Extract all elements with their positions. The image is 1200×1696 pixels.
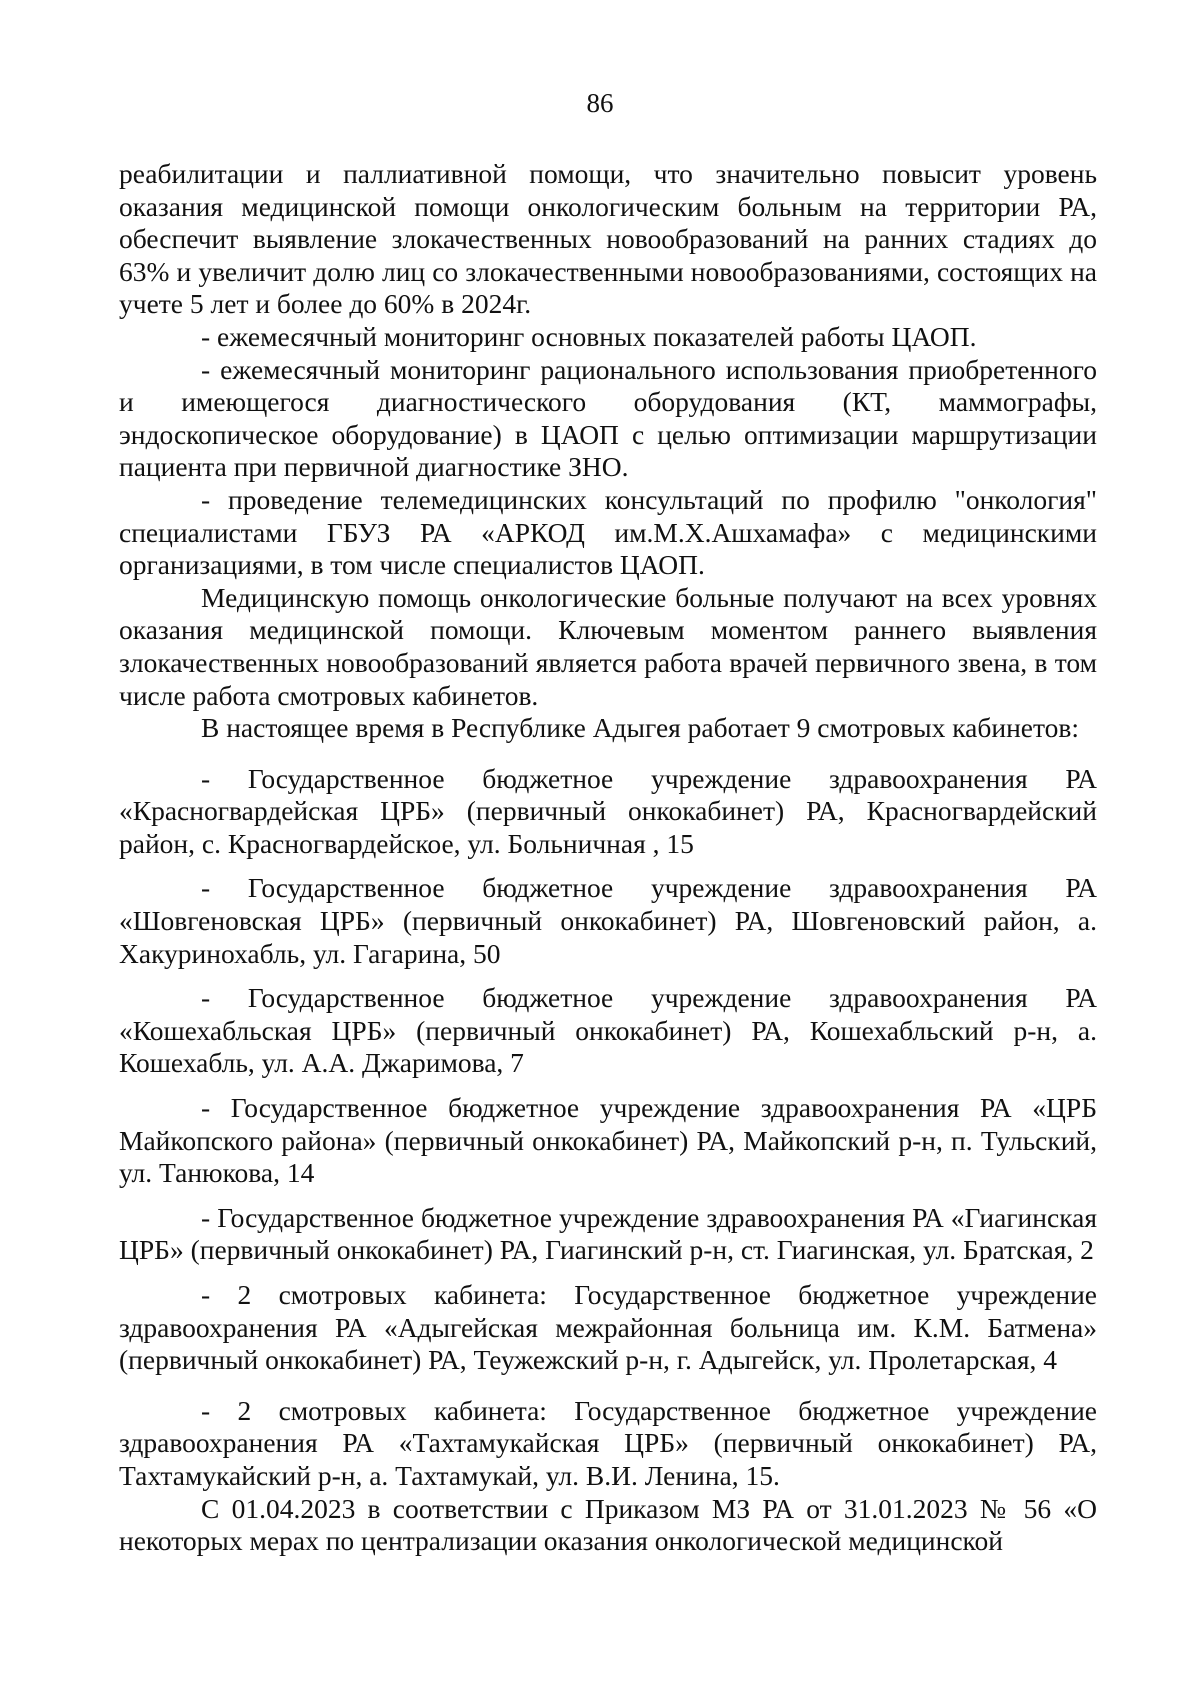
list-item-adygeysk: - 2 смотровых кабинета: Государственное бюджетное учреждение здравоохранения РА «Адыгейская межрайонная больница им. К.М. Батмена» (первичный онкокабинет) РА, Теужежский р-н, г. Адыгейск, ул. Пролетарская, 4 — [119, 1279, 1097, 1376]
paragraph-monitoring-indicators: - ежемесячный мониторинг основных показателей работы ЦАОП. — [201, 320, 977, 352]
list-item-shovgenovskaya: - Государственное бюджетное учреждение здравоохранения РА «Шовгеновская ЦРБ» (первичный онкокабинет) РА, Шовгеновский район, а. Хакуринохабль, ул. Гагарина, 50 — [119, 872, 1097, 969]
document-body — [119, 158, 1097, 1558]
paragraph-rehabilitation: реабилитации и паллиативной помощи, что значительно повысит уровень оказания медицинской помощи онкологическим больным на территории РА, обеспечит выявление злокачественных новообразований на ранних стадиях до 63% и увеличит долю лиц со злокачественными новообразованиями, состоящих на учете 5 лет и более до 60% в 2024г. — [119, 158, 1097, 320]
paragraph-telemedicine: - проведение телемедицинских консультаций по профилю "онкология" специалистами ГБУЗ РА «АРКОД им.М.Х.Ашхамафа» с медицинскими организациями, в том числе специалистов ЦАОП. — [119, 483, 1097, 581]
paragraph-order-reference: С 01.04.2023 в соответствии с Приказом МЗ РА от 31.01.2023 № 56 «О некоторых мерах по централизации оказания онкологической медицинской — [119, 1492, 1097, 1557]
list-item-giaginskaya: - Государственное бюджетное учреждение здравоохранения РА «Гиагинская ЦРБ» (первичный онкокабинет) РА, Гиагинский р-н, ст. Гиагинская, ул. Братская, 2 — [119, 1201, 1097, 1266]
list-item-maykopskiy: - Государственное бюджетное учреждение здравоохранения РА «ЦРБ Майкопского района» (первичный онкокабинет) РА, Майкопский р-н, п. Тульский, ул. Танюкова, 14 — [119, 1092, 1097, 1189]
paragraph-monitoring-equipment: - ежемесячный мониторинг рационального использования приобретенного и имеющегося диагностического оборудования (КТ, маммографы, эндоскопическое оборудование) в ЦАОП с целью оптимизации маршрутизации пациента при первичной диагностике ЗНО. — [119, 353, 1097, 483]
list-item-krasnogvardeyskaya: - Государственное бюджетное учреждение здравоохранения РА «Красногвардейская ЦРБ» (первичный онкокабинет) РА, Красногвардейский район, с. Красногвардейское, ул. Больничная , 15 — [119, 762, 1097, 859]
page-number: 86 — [586, 88, 614, 118]
list-item-takhtamukayskaya: - 2 смотровых кабинета: Государственное бюджетное учреждение здравоохранения РА «Тахтамукайская ЦРБ» (первичный онкокабинет) РА, Тахтамукайский р-н, а. Тахтамукай, ул. В.И. Ленина, 15. — [119, 1394, 1097, 1491]
paragraph-medical-care-levels: Медицинскую помощь онкологические больные получают на всех уровнях оказания медицинской помощи. Ключевым моментом раннего выявления злокачественных новообразований является работа врачей первичного звена, в том числе работа смотровых кабинетов. — [119, 581, 1097, 711]
paragraph-screening-rooms-intro: В настоящее время в Республике Адыгея работает 9 смотровых кабинетов: — [201, 712, 1080, 744]
list-item-koshekhablskaya: - Государственное бюджетное учреждение здравоохранения РА «Кошехабльская ЦРБ» (первичный онкокабинет) РА, Кошехабльский р-н, а. Кошехабль, ул. А.А. Джаримова, 7 — [119, 982, 1097, 1079]
